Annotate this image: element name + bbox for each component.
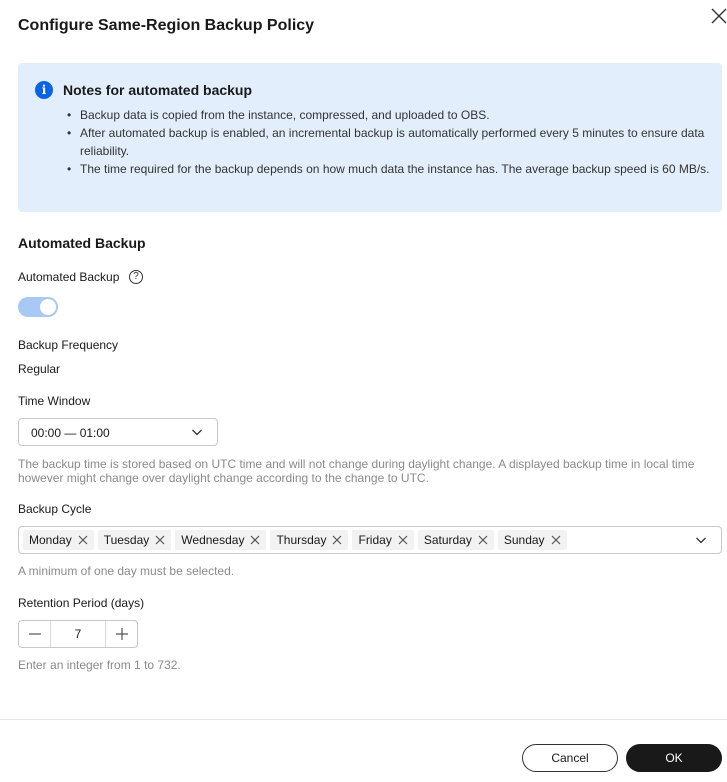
tag-thursday: [270, 530, 348, 550]
tag-sunday: [498, 530, 567, 550]
notes-list: [62, 106, 710, 178]
notes-item: • Backup data is copied from the instance, compressed, and uploaded to OBS.: [62, 106, 710, 124]
notes-item: • After automated backup is enabled, an incremental backup is automatically performed every 5 minutes to ensure data reliability.: [62, 124, 710, 160]
toggle-knob: [40, 299, 56, 315]
retention-hint: Enter an integer from 1 to 732.: [18, 658, 181, 672]
backup-cycle-select[interactable]: [18, 526, 722, 554]
automated-backup-label: Automated Backup: [18, 270, 120, 284]
dialog-title: Configure Same-Region Backup Policy: [18, 17, 315, 34]
decrement-button[interactable]: [19, 621, 51, 647]
tag-label: Thursday: [276, 533, 327, 547]
time-window-select[interactable]: [18, 418, 218, 446]
tag-label: Sunday: [503, 533, 545, 547]
time-window-value: 00:00 — 01:00: [31, 426, 110, 440]
close-icon[interactable]: [551, 535, 561, 545]
backup-frequency-label: Backup Frequency: [18, 338, 119, 352]
tag-saturday: [418, 530, 494, 550]
backup-frequency-value: Regular: [18, 362, 61, 376]
chevron-down-icon: [191, 426, 203, 438]
close-icon[interactable]: [398, 535, 408, 545]
close-icon[interactable]: [250, 535, 260, 545]
tag-tuesday: [98, 530, 172, 550]
backup-cycle-label: Backup Cycle: [18, 502, 92, 516]
retention-stepper: [18, 620, 138, 648]
tag-friday: [352, 530, 413, 550]
tag-label: Wednesday: [181, 533, 245, 547]
automated-backup-toggle[interactable]: [18, 297, 58, 317]
footer-divider: [0, 719, 727, 720]
tag-label: Friday: [358, 533, 392, 547]
info-icon: i: [35, 81, 53, 99]
retention-input[interactable]: [51, 621, 105, 647]
close-icon[interactable]: [332, 535, 342, 545]
notes-panel: [18, 63, 722, 212]
tag-label: Tuesday: [103, 533, 150, 547]
close-icon[interactable]: [478, 535, 488, 545]
close-icon[interactable]: [78, 535, 88, 545]
close-icon: [706, 3, 727, 29]
tag-label: Monday: [29, 533, 72, 547]
tag-monday: [23, 530, 94, 550]
ok-button[interactable]: OK: [626, 744, 722, 772]
cancel-button[interactable]: Cancel: [522, 744, 618, 772]
close-icon[interactable]: [155, 535, 165, 545]
close-button[interactable]: [706, 3, 727, 29]
retention-period-label: Retention Period (days): [18, 596, 145, 610]
backup-cycle-tags: [23, 530, 567, 550]
notes-item: • The time required for the backup depends on how much data the instance has. The average backup speed is 60 MB/s.: [62, 160, 710, 178]
increment-button[interactable]: [105, 621, 137, 647]
notes-title: Notes for automated backup: [63, 82, 253, 98]
plus-icon: [116, 628, 128, 640]
chevron-down-icon: [695, 534, 707, 546]
tag-label: Saturday: [423, 533, 472, 547]
help-icon[interactable]: ?: [129, 270, 143, 284]
time-window-hint: The backup time is stored based on UTC time and will not change during daylight change. A displayed backup time in local time however might change over daylight change according to the change to UTC.: [18, 457, 695, 485]
time-window-label: Time Window: [18, 394, 91, 408]
backup-cycle-hint: A minimum of one day must be selected.: [18, 564, 235, 578]
minus-icon: [29, 628, 41, 640]
section-title: Automated Backup: [18, 235, 146, 251]
tag-wednesday: [175, 530, 266, 550]
